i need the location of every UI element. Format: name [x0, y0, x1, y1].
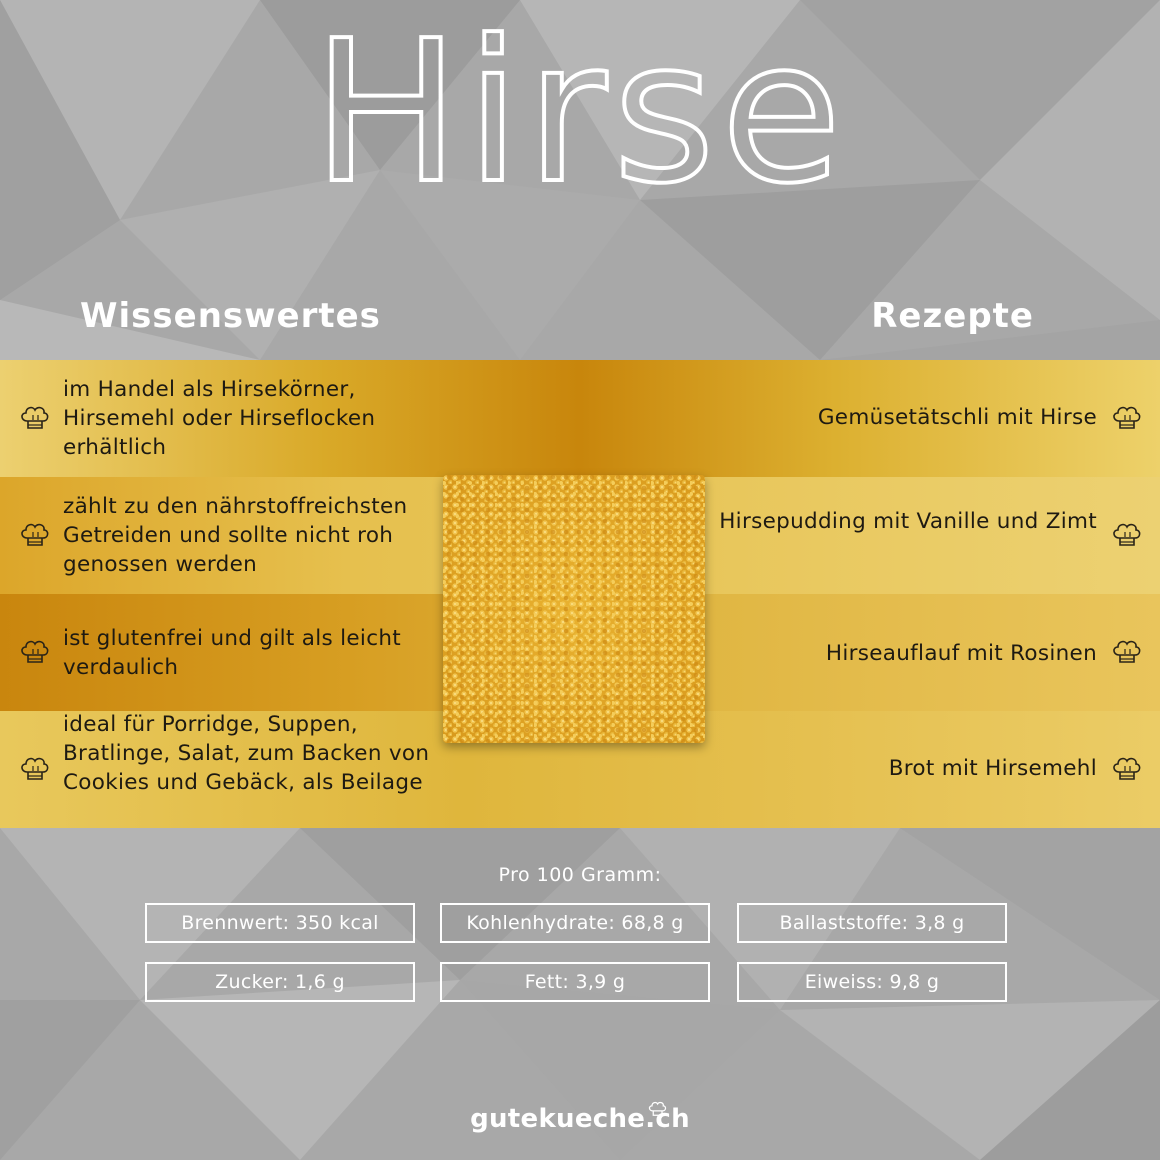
recipe-link-4[interactable]: Brot mit Hirsemehl: [888, 756, 1097, 781]
nutrition-badge-protein: Eiweiss: 9,8 g: [737, 962, 1007, 1002]
chef-hat-icon: [1110, 638, 1142, 666]
page-title: [0, 0, 1160, 210]
chef-hat-icon: [1110, 755, 1142, 783]
recipe-link-1[interactable]: Gemüsetätschli mit Hirse: [817, 405, 1097, 430]
nutrition-heading: Pro 100 Gramm:: [498, 864, 662, 886]
nutrition-badge-carbs: Kohlenhydrate: 68,8 g: [440, 903, 710, 943]
fact-item-4: ideal für Porridge, Suppen, Bratlinge, Salat, zum Backen von Cookies und Gebäck, als Beilage: [63, 712, 430, 795]
nutrition-badge-sugar: Zucker: 1,6 g: [145, 962, 415, 1002]
chef-hat-icon: [18, 755, 50, 783]
chef-hat-icon: [18, 638, 50, 666]
nutrition-badge-energy: Brennwert: 350 kcal: [145, 903, 415, 943]
site-logo[interactable]: gutekueche.ch: [470, 1104, 690, 1134]
recipe-link-2[interactable]: Hirsepudding mit Vanille und Zimt: [719, 509, 1097, 534]
chef-hat-icon: [18, 521, 50, 549]
chef-hat-icon: [1110, 521, 1142, 549]
fact-item-1: im Handel als Hirsekörner, Hirsemehl oder Hirseflocken erhältlich: [63, 377, 376, 460]
chef-hat-icon: [18, 404, 50, 432]
nutrition-badge-fat: Fett: 3,9 g: [440, 962, 710, 1002]
nutrition-badge-fiber: Ballaststoffe: 3,8 g: [737, 903, 1007, 943]
chef-hat-icon: [1110, 404, 1142, 432]
column-heading-recipes: Rezepte: [871, 296, 1034, 336]
fact-item-3: ist glutenfrei und gilt als leicht verdaulich: [63, 626, 401, 680]
page-title-text: Hirse: [312, 0, 848, 210]
fact-item-2: zählt zu den nährstoffreichsten Getreiden und sollte nicht roh genossen werden: [63, 494, 408, 577]
logo-chef-hat-icon: [647, 1100, 667, 1118]
column-heading-facts: Wissenswertes: [80, 296, 381, 336]
recipe-link-3[interactable]: Hirseauflauf mit Rosinen: [825, 641, 1097, 666]
millet-grain-image: [443, 475, 705, 743]
